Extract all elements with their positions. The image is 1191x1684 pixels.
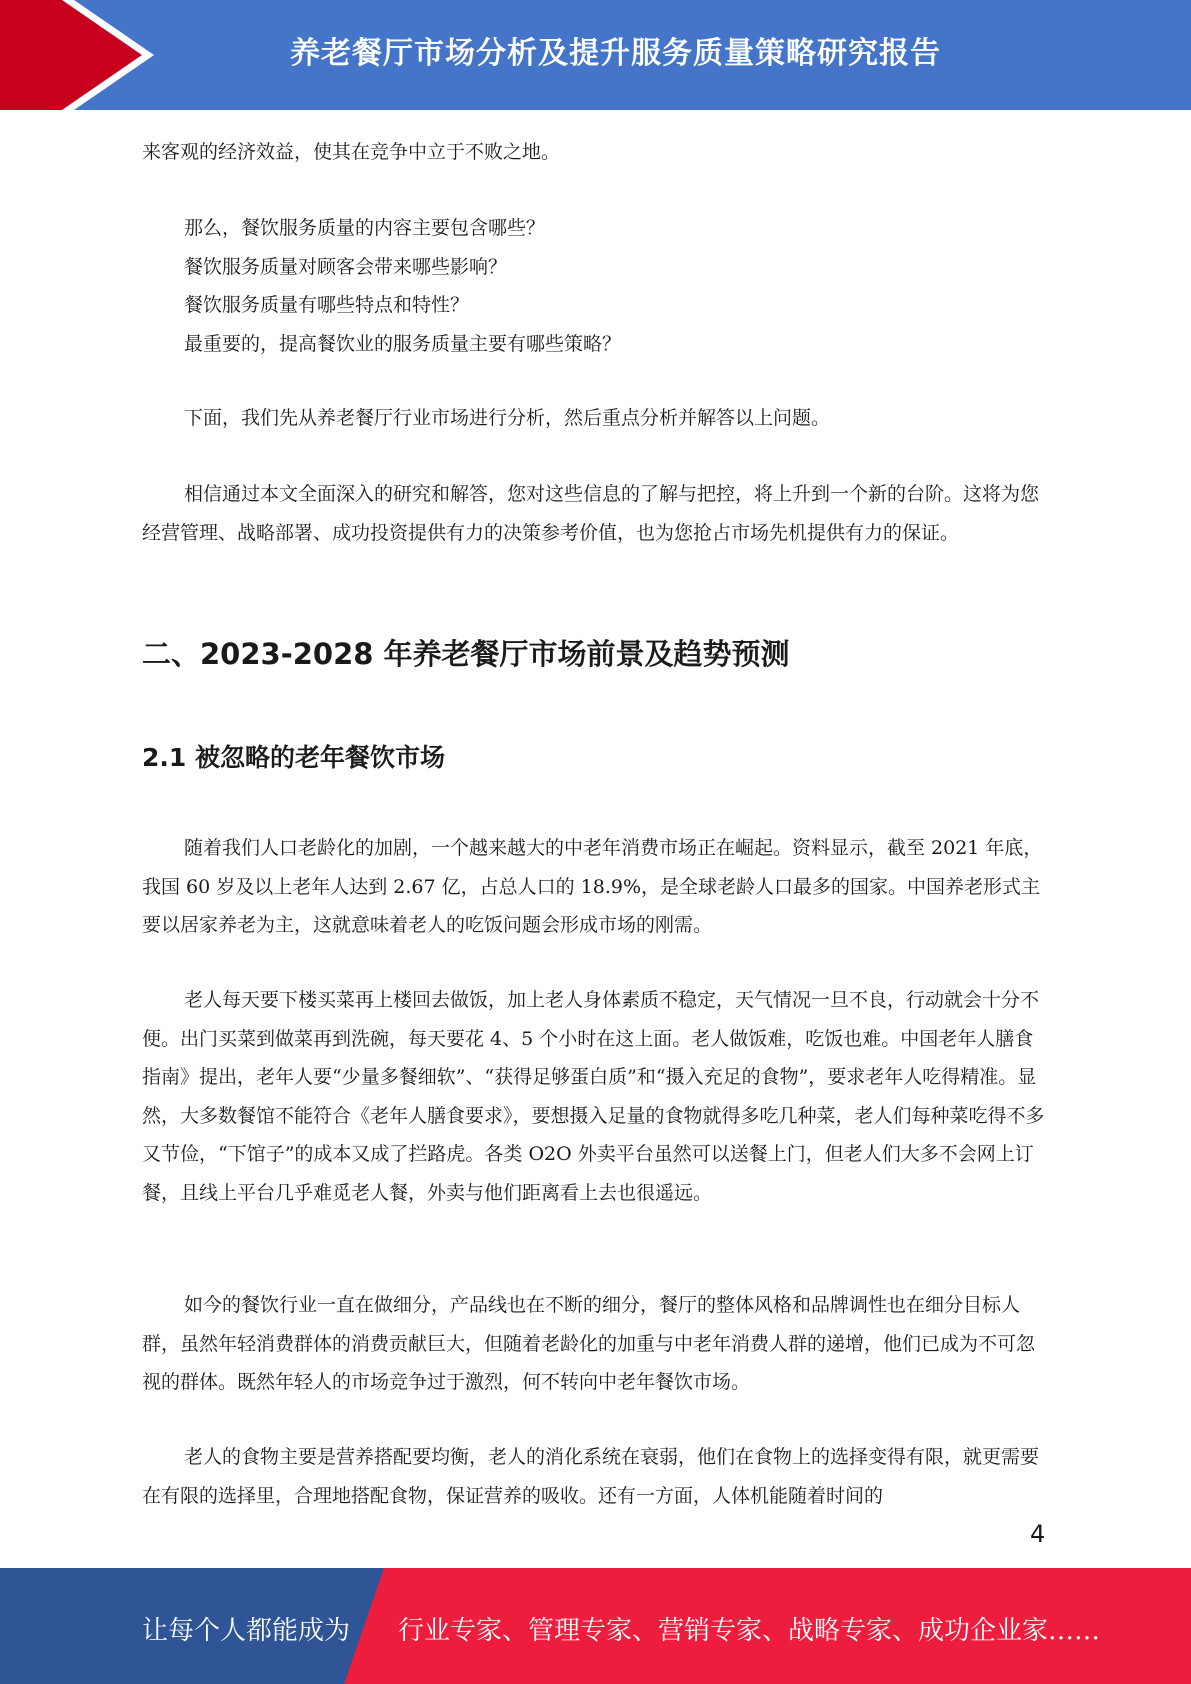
page-number: 4 xyxy=(1030,1520,1046,1548)
footer-slogan-left: 让每个人都能成为 xyxy=(142,1616,351,1646)
body-paragraph-3: 如今的餐饮行业一直在做细分，产品线也在不断的细分，餐厅的整体风格和品牌调性也在细分目标人群，虽然年轻消费群体的消费贡献巨大，但随着老龄化的加重与中老年消费人群的递增，他们已成为不可忽视的群体。既然年轻人的市场竞争过于激烈，何不转向中老年餐饮市场。 xyxy=(142,1294,1036,1393)
body-paragraph-1: 随着我们人口老龄化的加剧，一个越来越大的中老年消费市场正在崛起。资料显示，截至 2021 年底，我国 60 岁及以上老年人达到 2.67 亿，占总人口的 18.9%，是全球老龄人口最多的国家。中国养老形式主要以居家养老为主，这就意味着老人的吃饭问题会形成市场的刚需。 xyxy=(142,837,1043,936)
question-list xyxy=(142,209,1047,363)
footer-slogan-right: 行业专家、管理专家、营销专家、战略专家、成功企业家…… xyxy=(398,1616,1101,1646)
question-item: 餐饮服务质量对顾客会带来哪些影响？ xyxy=(184,255,508,278)
question-item: 最重要的，提高餐饮业的服务质量主要有哪些策略？ xyxy=(184,332,622,355)
subsection-title: 2.1 被忽略的老年餐饮市场 xyxy=(142,743,445,772)
header-title: 养老餐厅市场分析及提升服务质量策略研究报告 xyxy=(290,36,941,71)
page-header xyxy=(0,0,1191,110)
intro-tail-paragraph: 来客观的经济效益，使其在竞争中立于不败之地。 xyxy=(142,141,561,163)
body-paragraph-4: 老人的食物主要是营养搭配要均衡，老人的消化系统在衰弱，他们在食物上的选择变得有限，就更需要在有限的选择里，合理地搭配食物，保证营养的吸收。还有一方面，人体机能随着时间的 xyxy=(142,1446,1040,1507)
believe-paragraph: 相信通过本文全面深入的研究和解答，您对这些信息的了解与把控，将上升到一个新的台阶。这将为您经营管理、战略部署、成功投资提供有力的决策参考价值，也为您抢占市场先机提供有力的保证。 xyxy=(142,483,1040,544)
question-item: 餐饮服务质量有哪些特点和特性？ xyxy=(184,294,470,316)
next-paragraph: 下面，我们先从养老餐厅行业市场进行分析，然后重点分析并解答以上问题。 xyxy=(184,407,831,429)
section-title: 二、2023-2028 年养老餐厅市场前景及趋势预测 xyxy=(142,637,790,671)
body-paragraph-2: 老人每天要下楼买菜再上楼回去做饭，加上老人身体素质不稳定，天气情况一旦不良，行动就会十分不便。出门买菜到做菜再到洗碗，每天要花 4、5 个小时在这上面。老人做饭难，吃饭也难。中国老年人膳食指南》提出，老年人要“少量多餐细软”、“获得足够蛋白质”和“摄入充足的食物”，要求老年人吃得精准。显然，大多数餐馆不能符合《老年人膳食要求》，要想摄入足量的食物就得多吃几种菜，老人们每种菜吃得不多又节俭，“下馆子”的成本又成了拦路虎。各类 O2O 外卖平台虽然可以送餐上门，但老人们大多不会网上订餐，且线上平台几乎难觅老人餐，外卖与他们距离看上去也很遥远。 xyxy=(142,989,1045,1204)
question-item: 那么，餐饮服务质量的内容主要包含哪些？ xyxy=(184,217,546,239)
page-footer xyxy=(0,1568,1191,1684)
